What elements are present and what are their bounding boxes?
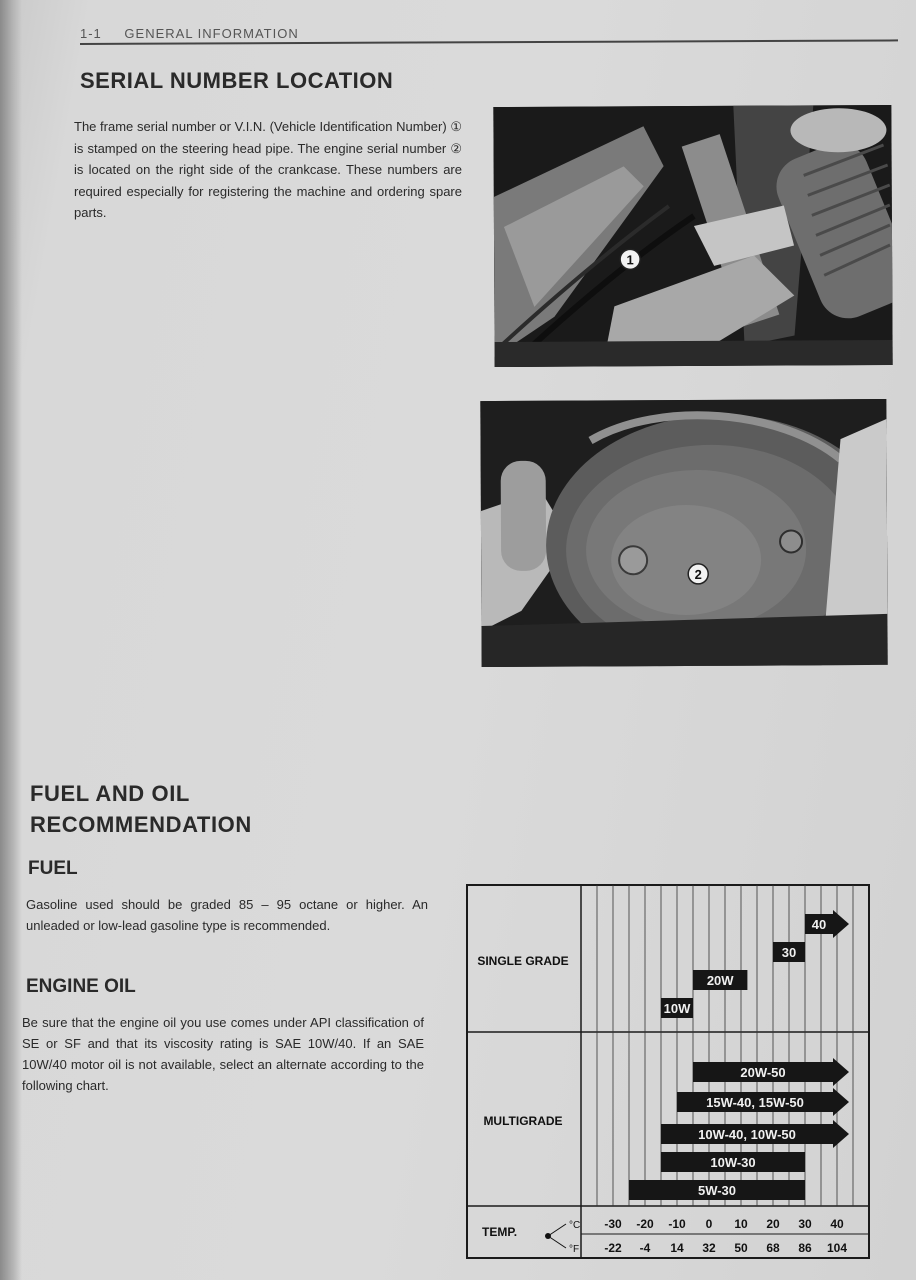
tick-label-c: 0 <box>705 1217 713 1231</box>
tick-label-c: -20 <box>636 1217 654 1231</box>
fuel-oil-title <box>30 778 252 840</box>
temp-pointer-f <box>548 1236 566 1248</box>
bar-label: 15W-40, 15W-50 <box>706 1095 804 1110</box>
engine-serial-photo <box>480 399 887 667</box>
row-label-single-grade: SINGLE GRADE <box>477 954 569 968</box>
page-number: 1-1 <box>80 26 102 41</box>
tick-label-f: 14 <box>670 1241 684 1255</box>
fuel-oil-title-line2: RECOMMENDATION <box>30 812 252 837</box>
fuel-text: Gasoline used should be graded 85 – 95 octane or higher. An unleaded or low-lead gasoline type is recommended. <box>26 897 428 933</box>
engine-oil-heading: ENGINE OIL <box>26 976 136 997</box>
fuel-heading: FUEL <box>28 858 78 879</box>
tick-label-f: 86 <box>798 1241 812 1255</box>
frame-serial-photo <box>493 105 892 367</box>
tick-label-c: 40 <box>830 1217 844 1231</box>
callout-2-label: 2 <box>694 566 702 582</box>
bar-label: 10W <box>663 1001 691 1016</box>
bar-label: 20W-50 <box>740 1065 786 1080</box>
unit-celsius: °C <box>569 1220 581 1231</box>
tick-label-c: 10 <box>734 1217 748 1231</box>
tick-label-c: -30 <box>604 1217 622 1231</box>
bar-label: 10W-40, 10W-50 <box>698 1127 796 1142</box>
tick-label-f: -4 <box>639 1241 651 1255</box>
row-label-multigrade: MULTIGRADE <box>483 1114 563 1128</box>
tick-label-f: 50 <box>734 1241 748 1255</box>
tick-label-f: 104 <box>826 1241 848 1255</box>
section-name: GENERAL INFORMATION <box>124 26 299 41</box>
temp-label: TEMP. <box>482 1225 518 1239</box>
serial-number-text: The frame serial number or V.I.N. (Vehicle Identification Number) ① is stamped on the steering head pipe. The engine serial number ② is located on the right side of the crankcase. These numbers are required especially for registering the machine and ordering spare parts. <box>74 119 462 220</box>
bar-label: 30 <box>781 945 797 960</box>
engine-oil-text: Be sure that the engine oil you use comes under API classification of SE or SF and that its viscosity rating is SAE 10W/40. If an SAE 10W/40 motor oil is not available, select an alternate according to the following chart. <box>22 1015 424 1093</box>
temp-pointer-c <box>548 1224 566 1236</box>
callout-1-label: 1 <box>626 252 634 268</box>
tick-label-c: -10 <box>668 1217 686 1231</box>
oil-viscosity-chart <box>466 884 870 1262</box>
unit-fahrenheit: °F <box>569 1244 580 1255</box>
tick-label-c: 20 <box>766 1217 780 1231</box>
book-spine-shadow <box>0 0 22 1280</box>
tick-label-f: 68 <box>766 1241 780 1255</box>
tick-label-c: 30 <box>798 1217 812 1231</box>
tick-label-f: 32 <box>702 1241 716 1255</box>
bar-label: 5W-30 <box>697 1183 737 1198</box>
tick-label-f: -22 <box>604 1241 622 1255</box>
bar-label: 40 <box>811 917 827 932</box>
fuel-oil-title-line1: FUEL AND OIL <box>30 781 190 806</box>
serial-number-title: SERIAL NUMBER LOCATION <box>80 68 394 93</box>
bar-label: 20W <box>706 973 734 988</box>
bar-label: 10W-30 <box>710 1155 756 1170</box>
running-header <box>80 26 299 41</box>
